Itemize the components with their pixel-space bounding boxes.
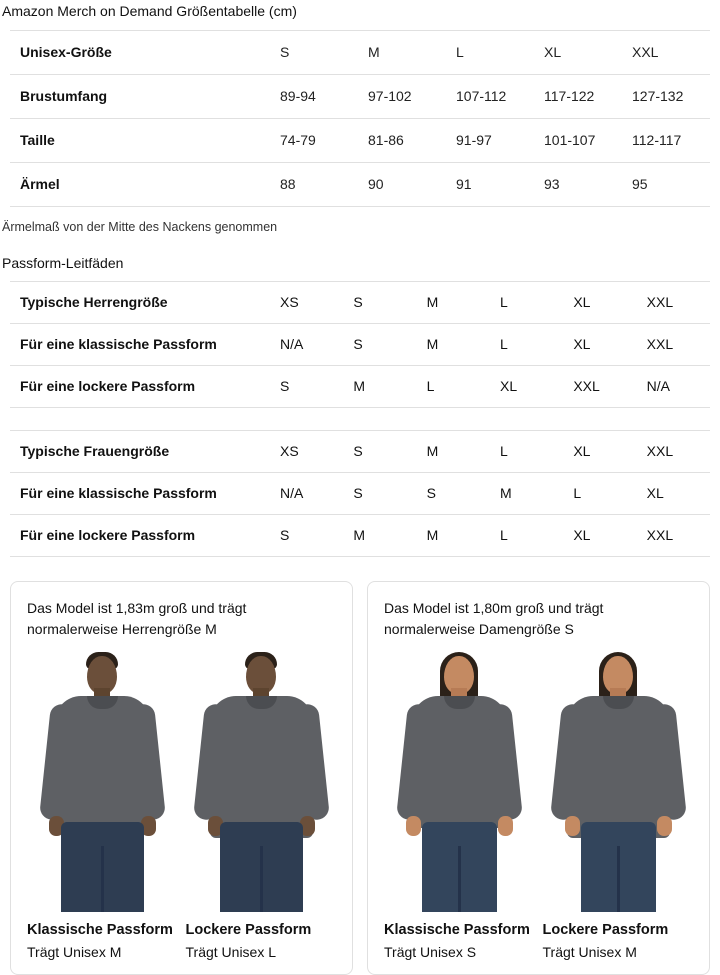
row-label: Brustumfang (10, 75, 270, 119)
cell: S (270, 515, 343, 557)
cell: XL (637, 473, 710, 515)
cell: 112-117 (622, 119, 710, 163)
table-row (10, 324, 710, 366)
cell: M (417, 515, 490, 557)
row-label: Ärmel (10, 163, 270, 207)
cell: L (417, 366, 490, 408)
cell: XL (563, 324, 636, 366)
mens-fit-table (10, 281, 710, 408)
woman-loose-fit-figure (543, 650, 694, 912)
cell: 127-132 (622, 75, 710, 119)
table-row (10, 163, 710, 207)
model-fit-label: Klassische Passform (27, 922, 173, 938)
cell: S (417, 473, 490, 515)
table-row (10, 31, 710, 75)
cell: S (343, 431, 416, 473)
jeans-seam (101, 846, 104, 912)
cell: M (343, 366, 416, 408)
woman-classic-fit-figure (384, 650, 535, 912)
cell: N/A (270, 324, 343, 366)
cell: N/A (270, 473, 343, 515)
model-fit-label: Lockere Passform (542, 922, 669, 938)
model-loose-fit (543, 650, 694, 960)
model-size-label: Trägt Unisex M (542, 944, 637, 960)
cell: XXL (563, 366, 636, 408)
model-classic-fit (27, 650, 178, 960)
cell: XL (563, 515, 636, 557)
table-row (10, 119, 710, 163)
cell: 93 (534, 163, 622, 207)
page-title: Amazon Merch on Demand Größentabelle (cm) (2, 3, 297, 19)
row-label: Für eine klassische Passform (10, 473, 270, 515)
hand-right (657, 816, 672, 836)
cell: L (490, 282, 563, 324)
model-fit-label: Lockere Passform (185, 922, 312, 938)
cell: L (446, 31, 534, 75)
row-label: Typische Herrengröße (10, 282, 270, 324)
cell: S (343, 282, 416, 324)
model-loose-fit (186, 650, 337, 960)
cell: XXL (637, 431, 710, 473)
table-row (10, 473, 710, 515)
cell: M (417, 282, 490, 324)
model-size-label: Trägt Unisex L (185, 944, 277, 960)
row-label: Taille (10, 119, 270, 163)
cell: 91 (446, 163, 534, 207)
hand-left (406, 816, 421, 836)
cell: 101-107 (534, 119, 622, 163)
cell: M (417, 324, 490, 366)
card-heading: Das Model ist 1,80m groß und trägt normalerweise Damengröße S (384, 600, 604, 637)
cell: S (270, 366, 343, 408)
card-heading: Das Model ist 1,83m groß und trägt normalerweise Herrengröße M (27, 600, 247, 637)
row-label: Für eine lockere Passform (10, 515, 270, 557)
cell: L (563, 473, 636, 515)
table-row (10, 75, 710, 119)
cell: N/A (637, 366, 710, 408)
cell: 81-86 (358, 119, 446, 163)
card-models (27, 650, 336, 960)
cell: 91-97 (446, 119, 534, 163)
table-row (10, 515, 710, 557)
hand-right (498, 816, 513, 836)
model-size-label: Trägt Unisex M (27, 944, 122, 960)
cell: 97-102 (358, 75, 446, 119)
jeans-seam (617, 846, 620, 912)
row-label: Unisex-Größe (10, 31, 270, 75)
cell: S (343, 473, 416, 515)
sleeve-measurement-note: Ärmelmaß von der Mitte des Nackens genommen (2, 220, 278, 234)
cell: XS (270, 431, 343, 473)
cell: 90 (358, 163, 446, 207)
cell: XXL (637, 515, 710, 557)
womens-fit-table (10, 430, 710, 557)
man-loose-fit-figure (186, 650, 337, 912)
jeans-seam (458, 846, 461, 912)
table-row (10, 431, 710, 473)
table-row (10, 282, 710, 324)
cell: XL (490, 366, 563, 408)
cell: L (490, 515, 563, 557)
cell: XXL (637, 324, 710, 366)
row-label: Für eine lockere Passform (10, 366, 270, 408)
cell: S (343, 324, 416, 366)
card-models (384, 650, 693, 960)
row-label: Typische Frauengröße (10, 431, 270, 473)
jeans-seam (260, 846, 263, 912)
cell: 89-94 (270, 75, 358, 119)
cell: M (358, 31, 446, 75)
cell: XXL (622, 31, 710, 75)
model-size-label: Trägt Unisex S (384, 944, 477, 960)
model-fit-label: Klassische Passform (384, 922, 530, 938)
fit-guides-label: Passform-Leitfäden (2, 255, 124, 271)
cell: M (343, 515, 416, 557)
model-cards (10, 581, 710, 975)
cell: 107-112 (446, 75, 534, 119)
womens-model-card (367, 581, 710, 975)
cell: L (490, 324, 563, 366)
unisex-size-table (10, 30, 710, 207)
mens-model-card (10, 581, 353, 975)
hand-left (565, 816, 580, 836)
cell: XL (563, 431, 636, 473)
cell: 74-79 (270, 119, 358, 163)
cell: XXL (637, 282, 710, 324)
man-classic-fit-figure (27, 650, 178, 912)
cell: L (490, 431, 563, 473)
cell: 117-122 (534, 75, 622, 119)
cell: S (270, 31, 358, 75)
row-label: Für eine klassische Passform (10, 324, 270, 366)
cell: 88 (270, 163, 358, 207)
table-row (10, 366, 710, 408)
cell: 95 (622, 163, 710, 207)
cell: XL (563, 282, 636, 324)
cell: M (490, 473, 563, 515)
cell: XS (270, 282, 343, 324)
cell: M (417, 431, 490, 473)
cell: XL (534, 31, 622, 75)
model-classic-fit (384, 650, 535, 960)
